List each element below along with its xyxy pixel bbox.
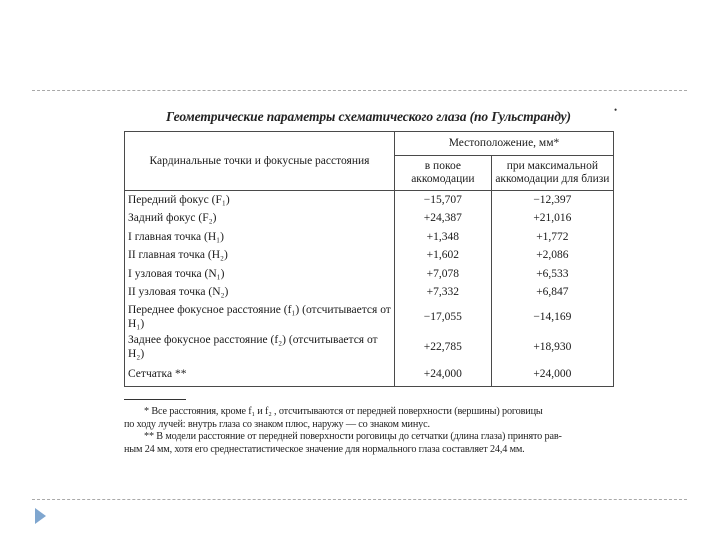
value-max-accommodation: −12,397 bbox=[491, 191, 613, 210]
footnote-2-line-1: ** В модели расстояние от передней поверхности роговицы до сетчатки (длина глаза) принято рав- bbox=[144, 431, 562, 442]
footnote-2 bbox=[124, 431, 624, 456]
value-max-accommodation: +6,533 bbox=[491, 265, 613, 284]
triangle-bullet-icon bbox=[35, 508, 46, 524]
table-row bbox=[125, 228, 614, 247]
footnotes bbox=[124, 406, 624, 456]
value-max-accommodation: −14,169 bbox=[491, 302, 613, 332]
page-mark: • bbox=[614, 105, 618, 115]
value-at-rest: +7,078 bbox=[394, 265, 491, 284]
table-row bbox=[125, 302, 614, 332]
row-label: I узловая точка (N₁) bbox=[125, 265, 395, 284]
value-at-rest: −17,055 bbox=[394, 302, 491, 332]
value-max-accommodation: +18,930 bbox=[491, 332, 613, 362]
footnote-1 bbox=[124, 406, 624, 431]
header-at-rest: в покое аккомодации bbox=[394, 156, 491, 191]
value-at-rest: +24,387 bbox=[394, 210, 491, 229]
value-at-rest: +1,348 bbox=[394, 228, 491, 247]
value-at-rest: +7,332 bbox=[394, 284, 491, 303]
table-row bbox=[125, 265, 614, 284]
value-at-rest: −15,707 bbox=[394, 191, 491, 210]
value-at-rest: +1,602 bbox=[394, 247, 491, 266]
table-title: Геометрические параметры схематического глаза (по Гульстранду) bbox=[166, 109, 571, 124]
header-max-accommodation: при максимальной аккомодации для близи bbox=[491, 156, 613, 191]
table-row bbox=[125, 284, 614, 303]
top-dashed-divider bbox=[32, 90, 687, 91]
value-at-rest: +22,785 bbox=[394, 332, 491, 362]
row-label: II главная точка (H₂) bbox=[125, 247, 395, 266]
eye-parameters-table bbox=[124, 131, 614, 387]
table-row bbox=[125, 247, 614, 266]
value-max-accommodation: +21,016 bbox=[491, 210, 613, 229]
row-label: II узловая точка (N₂) bbox=[125, 284, 395, 303]
header-cardinal-points: Кардинальные точки и фокусные расстояния bbox=[125, 132, 395, 191]
footnote-1-line-1: * Все расстояния, кроме f₁ и f₂ , отсчитываются от передней поверхности (вершины) роговицы bbox=[144, 406, 543, 417]
table-row bbox=[125, 362, 614, 387]
table-row bbox=[125, 191, 614, 210]
value-max-accommodation: +24,000 bbox=[491, 362, 613, 387]
row-label: Передний фокус (F₁) bbox=[125, 191, 395, 210]
header-row-group bbox=[125, 132, 614, 156]
header-location-group: Местоположение, мм* bbox=[394, 132, 613, 156]
row-label: Задний фокус (F₂) bbox=[125, 210, 395, 229]
value-at-rest: +24,000 bbox=[394, 362, 491, 387]
footnote-separator bbox=[124, 399, 186, 400]
table-row bbox=[125, 332, 614, 362]
row-label: Заднее фокусное расстояние (f₂) (отсчитывается от H₂) bbox=[125, 332, 395, 362]
footnote-2-line-2: ным 24 мм, хотя его среднестатистическое значение для нормального глаза составляет 24,4 мм. bbox=[124, 443, 525, 455]
table-row bbox=[125, 210, 614, 229]
value-max-accommodation: +6,847 bbox=[491, 284, 613, 303]
row-label: Переднее фокусное расстояние (f₁) (отсчитывается от H₁) bbox=[125, 302, 395, 332]
footnote-1-line-2: по ходу лучей: внутрь глаза со знаком плюс, наружу — со знаком минус. bbox=[124, 418, 430, 430]
value-max-accommodation: +2,086 bbox=[491, 247, 613, 266]
row-label: I главная точка (H₁) bbox=[125, 228, 395, 247]
value-max-accommodation: +1,772 bbox=[491, 228, 613, 247]
row-label: Сетчатка ** bbox=[125, 362, 395, 387]
bottom-dashed-divider bbox=[32, 499, 687, 500]
